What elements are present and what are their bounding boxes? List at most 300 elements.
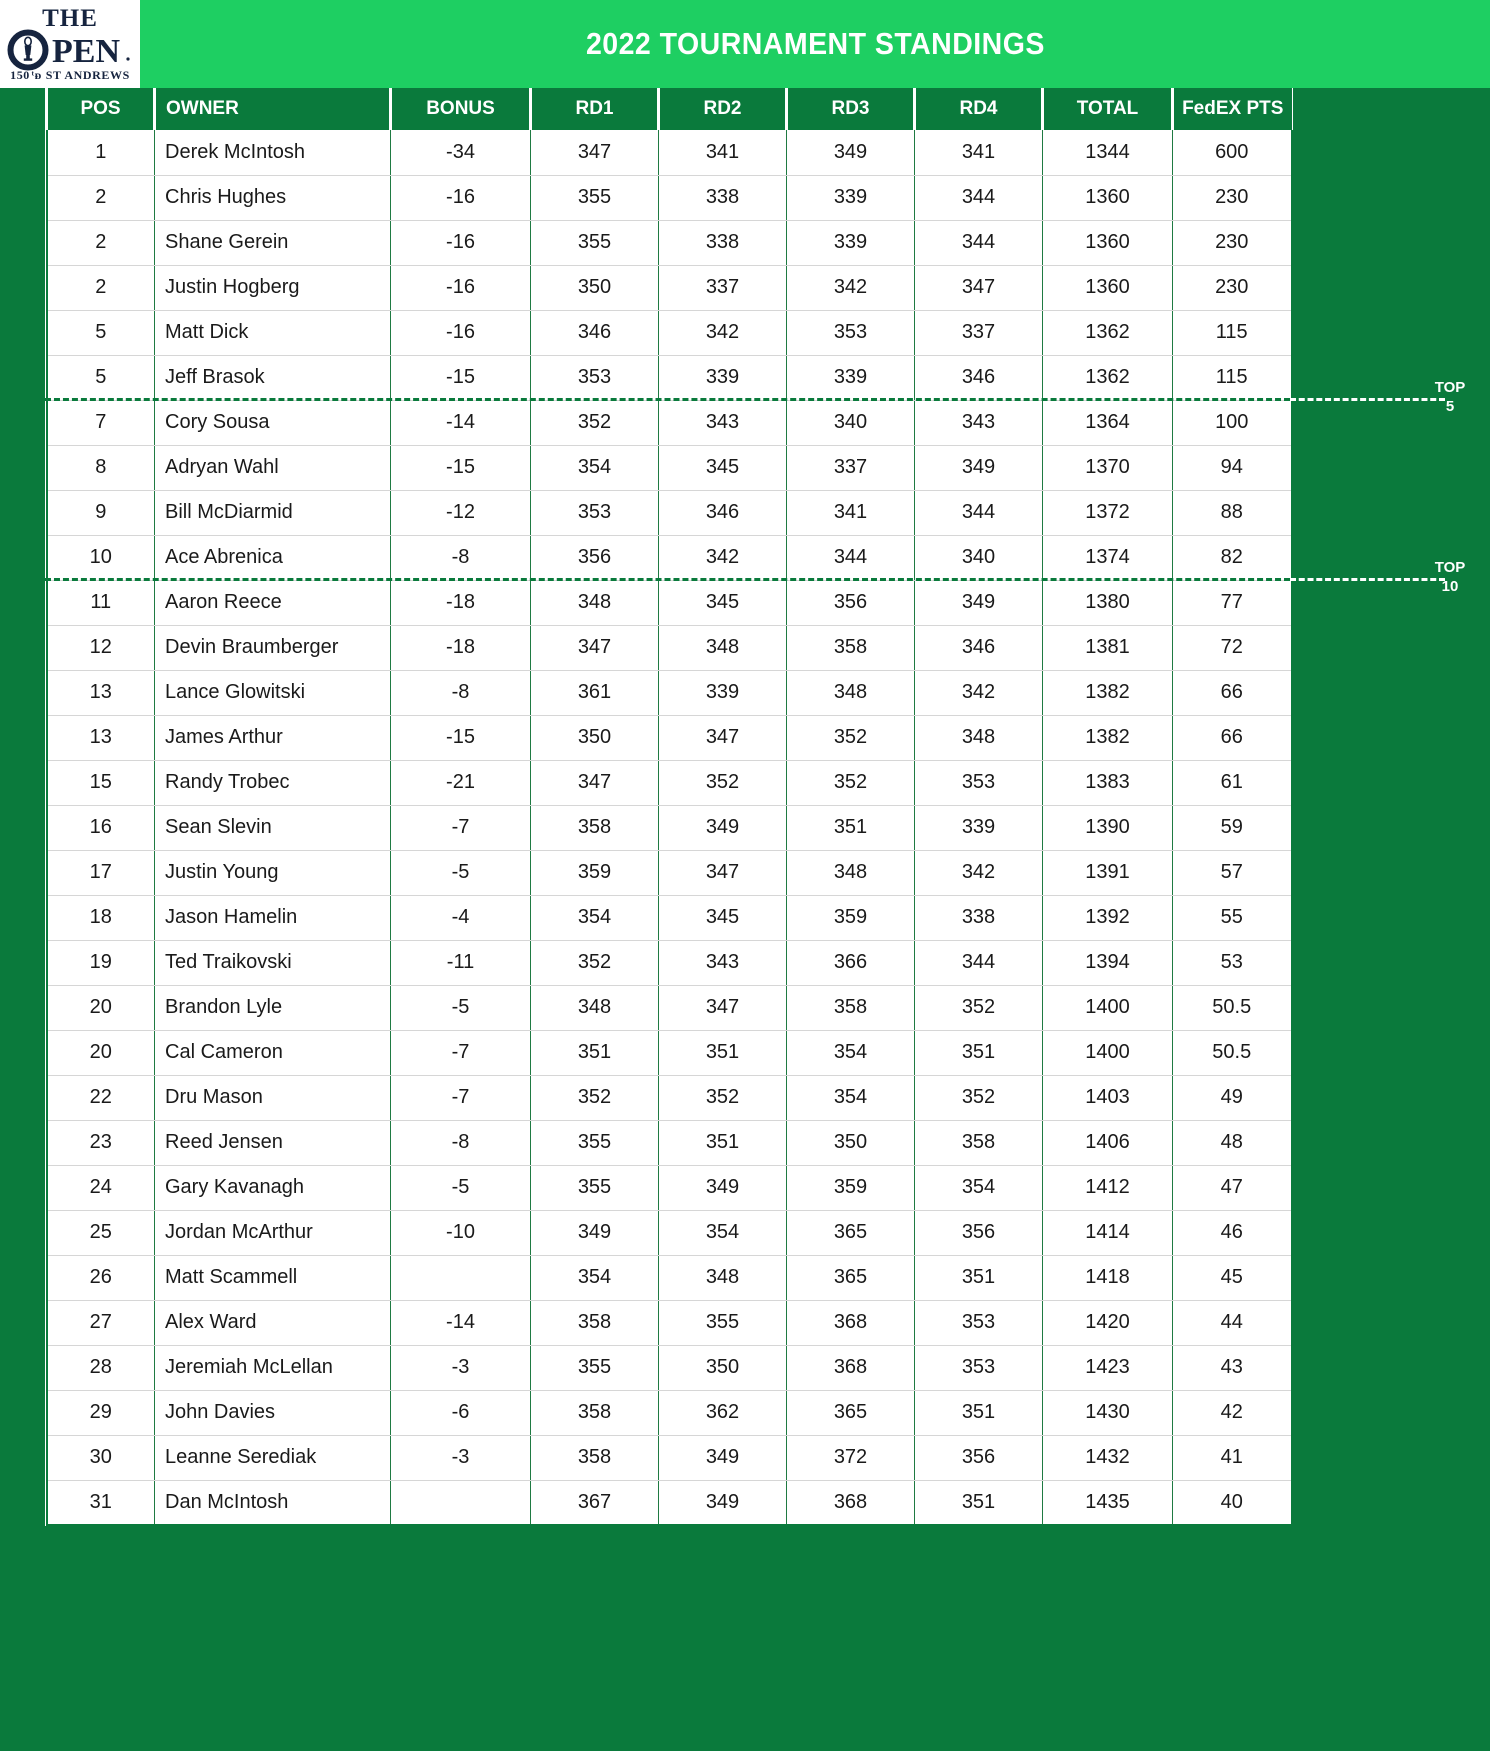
table-row[interactable] (47, 1075, 1292, 1120)
cell-rd3: 354 (787, 1030, 915, 1075)
cell-pos: 18 (47, 895, 155, 940)
cell-rd2: 349 (659, 1435, 787, 1480)
cell-bonus: -5 (391, 850, 531, 895)
cell-fedex: 59 (1173, 805, 1292, 850)
cell-rd2: 337 (659, 265, 787, 310)
column-header-rd1[interactable]: RD1 (531, 88, 659, 130)
cell-total: 1362 (1043, 355, 1173, 400)
cell-rd2: 347 (659, 715, 787, 760)
cell-rd2: 345 (659, 445, 787, 490)
cell-bonus: -16 (391, 220, 531, 265)
cell-rd3: 342 (787, 265, 915, 310)
cell-owner: Alex Ward (155, 1300, 391, 1345)
cell-rd1: 356 (531, 535, 659, 580)
cell-total: 1362 (1043, 310, 1173, 355)
cell-rd2: 338 (659, 220, 787, 265)
cell-rd1: 354 (531, 895, 659, 940)
cell-owner: Reed Jensen (155, 1120, 391, 1165)
cell-total: 1412 (1043, 1165, 1173, 1210)
cell-total: 1420 (1043, 1300, 1173, 1345)
cell-rd3: 368 (787, 1300, 915, 1345)
cell-owner: John Davies (155, 1390, 391, 1435)
svg-text:150 ᵗᴆ ST ANDREWS: 150 ᵗᴆ ST ANDREWS (10, 68, 130, 82)
cell-rd1: 350 (531, 715, 659, 760)
cell-owner: Justin Young (155, 850, 391, 895)
cell-bonus: -3 (391, 1345, 531, 1390)
cell-owner: Lance Glowitski (155, 670, 391, 715)
cell-rd3: 344 (787, 535, 915, 580)
cell-total: 1364 (1043, 400, 1173, 445)
table-row[interactable] (47, 1345, 1292, 1390)
cell-rd1: 358 (531, 805, 659, 850)
cell-fedex: 77 (1173, 580, 1292, 625)
cell-total: 1406 (1043, 1120, 1173, 1165)
cell-fedex: 66 (1173, 670, 1292, 715)
table-row[interactable] (47, 895, 1292, 940)
cell-pos: 8 (47, 445, 155, 490)
cell-rd4: 358 (915, 1120, 1043, 1165)
table-row[interactable] (47, 1165, 1292, 1210)
cell-rd2: 342 (659, 310, 787, 355)
top-10-label (1418, 558, 1482, 596)
cell-pos: 9 (47, 490, 155, 535)
cell-rd2: 352 (659, 760, 787, 805)
cell-bonus: -7 (391, 805, 531, 850)
column-header-owner[interactable]: OWNER (155, 88, 391, 130)
cell-pos: 30 (47, 1435, 155, 1480)
top-label-line1: TOP (1434, 379, 1466, 396)
cell-total: 1435 (1043, 1480, 1173, 1525)
cell-rd4: 351 (915, 1255, 1043, 1300)
cell-total: 1403 (1043, 1075, 1173, 1120)
cell-rd1: 347 (531, 625, 659, 670)
cell-total: 1394 (1043, 940, 1173, 985)
cell-pos: 12 (47, 625, 155, 670)
cell-bonus: -7 (391, 1075, 531, 1120)
column-header-fedex[interactable]: FedEX PTS (1173, 88, 1292, 130)
cell-rd3: 339 (787, 220, 915, 265)
table-row[interactable] (47, 1480, 1292, 1525)
table-row[interactable] (47, 1255, 1292, 1300)
cell-total: 1380 (1043, 580, 1173, 625)
cell-total: 1430 (1043, 1390, 1173, 1435)
cell-pos: 2 (47, 220, 155, 265)
table-row[interactable] (47, 1300, 1292, 1345)
cell-owner: Cal Cameron (155, 1030, 391, 1075)
table-row[interactable] (47, 850, 1292, 895)
table-row[interactable] (47, 220, 1292, 265)
cell-rd3: 339 (787, 355, 915, 400)
cell-bonus: -8 (391, 535, 531, 580)
top-5-label (1418, 378, 1482, 416)
cell-rd3: 365 (787, 1255, 915, 1300)
cell-total: 1382 (1043, 670, 1173, 715)
cell-pos: 24 (47, 1165, 155, 1210)
cell-rd2: 345 (659, 895, 787, 940)
cell-fedex: 48 (1173, 1120, 1292, 1165)
cell-fedex: 115 (1173, 355, 1292, 400)
cell-bonus: -5 (391, 985, 531, 1030)
table-header-row (47, 88, 1292, 130)
cell-bonus: -15 (391, 715, 531, 760)
cell-pos: 16 (47, 805, 155, 850)
cell-pos: 20 (47, 1030, 155, 1075)
cell-owner: Chris Hughes (155, 175, 391, 220)
cell-owner: Jeff Brasok (155, 355, 391, 400)
table-row[interactable] (47, 580, 1292, 625)
cell-owner: Cory Sousa (155, 400, 391, 445)
cell-fedex: 45 (1173, 1255, 1292, 1300)
cell-fedex: 600 (1173, 130, 1292, 175)
cell-rd3: 341 (787, 490, 915, 535)
cell-fedex: 230 (1173, 220, 1292, 265)
cell-bonus: -15 (391, 445, 531, 490)
column-header-bonus[interactable]: BONUS (391, 88, 531, 130)
cell-total: 1391 (1043, 850, 1173, 895)
cell-rd3: 365 (787, 1210, 915, 1255)
cell-rd2: 338 (659, 175, 787, 220)
cell-total: 1382 (1043, 715, 1173, 760)
cell-rd3: 359 (787, 1165, 915, 1210)
cell-rd4: 340 (915, 535, 1043, 580)
top-label-line1: TOP (1434, 559, 1466, 576)
table-row[interactable] (47, 445, 1292, 490)
cell-fedex: 94 (1173, 445, 1292, 490)
cell-rd3: 349 (787, 130, 915, 175)
cell-rd1: 361 (531, 670, 659, 715)
cell-bonus: -12 (391, 490, 531, 535)
cell-fedex: 46 (1173, 1210, 1292, 1255)
cell-owner: Leanne Serediak (155, 1435, 391, 1480)
cell-owner: Dru Mason (155, 1075, 391, 1120)
cell-fedex: 43 (1173, 1345, 1292, 1390)
cell-rd3: 366 (787, 940, 915, 985)
cell-total: 1360 (1043, 175, 1173, 220)
cell-pos: 19 (47, 940, 155, 985)
cell-rd1: 350 (531, 265, 659, 310)
cell-rd4: 337 (915, 310, 1043, 355)
cell-pos: 23 (47, 1120, 155, 1165)
cell-pos: 26 (47, 1255, 155, 1300)
cell-rd2: 351 (659, 1120, 787, 1165)
cell-bonus: -16 (391, 265, 531, 310)
cell-fedex: 82 (1173, 535, 1292, 580)
table-row[interactable] (47, 1435, 1292, 1480)
cell-total: 1383 (1043, 760, 1173, 805)
cell-fedex: 61 (1173, 760, 1292, 805)
cell-total: 1372 (1043, 490, 1173, 535)
cell-owner: Gary Kavanagh (155, 1165, 391, 1210)
cell-rd3: 353 (787, 310, 915, 355)
cell-rd3: 340 (787, 400, 915, 445)
the-open-logo (0, 0, 140, 88)
cell-total: 1418 (1043, 1255, 1173, 1300)
cell-rd2: 355 (659, 1300, 787, 1345)
table-row[interactable] (47, 400, 1292, 445)
table-row[interactable] (47, 490, 1292, 535)
cell-rd4: 349 (915, 445, 1043, 490)
cell-fedex: 115 (1173, 310, 1292, 355)
cell-fedex: 44 (1173, 1300, 1292, 1345)
cell-rd1: 348 (531, 985, 659, 1030)
cell-owner: Jason Hamelin (155, 895, 391, 940)
cell-rd4: 353 (915, 1345, 1043, 1390)
cell-bonus: -10 (391, 1210, 531, 1255)
cell-rd4: 346 (915, 625, 1043, 670)
table-row[interactable] (47, 265, 1292, 310)
table-row[interactable] (47, 1120, 1292, 1165)
cell-rd2: 339 (659, 670, 787, 715)
cell-rd4: 352 (915, 1075, 1043, 1120)
cell-rd4: 341 (915, 130, 1043, 175)
svg-text:THE: THE (42, 5, 98, 32)
cell-total: 1414 (1043, 1210, 1173, 1255)
cell-bonus (391, 1255, 531, 1300)
table-row[interactable] (47, 760, 1292, 805)
cell-rd1: 367 (531, 1480, 659, 1525)
cell-fedex: 47 (1173, 1165, 1292, 1210)
cell-rd2: 349 (659, 805, 787, 850)
cell-total: 1381 (1043, 625, 1173, 670)
cell-rd3: 368 (787, 1345, 915, 1390)
cell-rd4: 344 (915, 175, 1043, 220)
cell-fedex: 230 (1173, 175, 1292, 220)
cell-bonus: -18 (391, 580, 531, 625)
cell-total: 1390 (1043, 805, 1173, 850)
cell-rd4: 349 (915, 580, 1043, 625)
cell-rd1: 353 (531, 355, 659, 400)
cell-owner: Derek McIntosh (155, 130, 391, 175)
cell-pos: 13 (47, 715, 155, 760)
cell-bonus: -18 (391, 625, 531, 670)
table-row[interactable] (47, 625, 1292, 670)
cell-pos: 2 (47, 175, 155, 220)
cell-rd3: 365 (787, 1390, 915, 1435)
cell-total: 1423 (1043, 1345, 1173, 1390)
table-row[interactable] (47, 715, 1292, 760)
cell-total: 1344 (1043, 130, 1173, 175)
cell-rd4: 344 (915, 490, 1043, 535)
cell-pos: 20 (47, 985, 155, 1030)
cell-rd2: 349 (659, 1480, 787, 1525)
cell-total: 1360 (1043, 220, 1173, 265)
cell-pos: 25 (47, 1210, 155, 1255)
standings-table (45, 88, 1293, 1526)
cell-pos: 13 (47, 670, 155, 715)
cell-bonus (391, 1480, 531, 1525)
cell-owner: Dan McIntosh (155, 1480, 391, 1525)
table-row[interactable] (47, 130, 1292, 175)
cell-bonus: -15 (391, 355, 531, 400)
cell-rd3: 348 (787, 670, 915, 715)
cell-owner: Randy Trobec (155, 760, 391, 805)
cell-bonus: -8 (391, 1120, 531, 1165)
table-row[interactable] (47, 355, 1292, 400)
cell-pos: 1 (47, 130, 155, 175)
cell-fedex: 55 (1173, 895, 1292, 940)
cell-pos: 11 (47, 580, 155, 625)
cell-total: 1400 (1043, 1030, 1173, 1075)
standings-table-body (47, 130, 1292, 1525)
cell-pos: 27 (47, 1300, 155, 1345)
page-title: 2022 TOURNAMENT STANDINGS (585, 26, 1045, 61)
cell-owner: Jeremiah McLellan (155, 1345, 391, 1390)
cell-fedex: 72 (1173, 625, 1292, 670)
table-row[interactable] (47, 985, 1292, 1030)
cell-total: 1400 (1043, 985, 1173, 1030)
cell-owner: Aaron Reece (155, 580, 391, 625)
table-row[interactable] (47, 670, 1292, 715)
svg-text:PEN: PEN (52, 33, 120, 70)
cell-owner: Ted Traikovski (155, 940, 391, 985)
cell-rd3: 358 (787, 985, 915, 1030)
cell-rd4: 342 (915, 850, 1043, 895)
column-header-rd4[interactable]: RD4 (915, 88, 1043, 130)
cell-total: 1370 (1043, 445, 1173, 490)
cell-fedex: 41 (1173, 1435, 1292, 1480)
column-header-rd2[interactable]: RD2 (659, 88, 787, 130)
cell-bonus: -3 (391, 1435, 531, 1480)
cell-bonus: -5 (391, 1165, 531, 1210)
cell-bonus: -34 (391, 130, 531, 175)
cell-fedex: 57 (1173, 850, 1292, 895)
cell-owner: Brandon Lyle (155, 985, 391, 1030)
cell-rd3: 351 (787, 805, 915, 850)
cell-owner: James Arthur (155, 715, 391, 760)
cell-rd1: 347 (531, 760, 659, 805)
cell-owner: Devin Braumberger (155, 625, 391, 670)
cell-rd1: 354 (531, 445, 659, 490)
cell-rd1: 352 (531, 1075, 659, 1120)
cell-rd2: 339 (659, 355, 787, 400)
top-label-line2: 5 (1445, 398, 1455, 415)
cell-rd3: 350 (787, 1120, 915, 1165)
cell-rd4: 356 (915, 1435, 1043, 1480)
cell-total: 1360 (1043, 265, 1173, 310)
cell-rd2: 347 (659, 850, 787, 895)
cell-rd1: 346 (531, 310, 659, 355)
cell-bonus: -16 (391, 310, 531, 355)
cell-rd4: 348 (915, 715, 1043, 760)
cell-rd1: 355 (531, 220, 659, 265)
cell-rd3: 368 (787, 1480, 915, 1525)
cell-owner: Matt Scammell (155, 1255, 391, 1300)
cell-pos: 29 (47, 1390, 155, 1435)
top-label-line2: 10 (1441, 578, 1459, 595)
cell-rd4: 351 (915, 1390, 1043, 1435)
cell-rd4: 351 (915, 1480, 1043, 1525)
cell-pos: 10 (47, 535, 155, 580)
cell-owner: Jordan McArthur (155, 1210, 391, 1255)
cell-rd4: 344 (915, 220, 1043, 265)
cell-pos: 7 (47, 400, 155, 445)
cell-owner: Shane Gerein (155, 220, 391, 265)
cell-total: 1392 (1043, 895, 1173, 940)
cell-rd2: 350 (659, 1345, 787, 1390)
column-header-total[interactable]: TOTAL (1043, 88, 1173, 130)
cell-rd4: 343 (915, 400, 1043, 445)
table-row[interactable] (47, 940, 1292, 985)
cell-bonus: -8 (391, 670, 531, 715)
cell-bonus: -16 (391, 175, 531, 220)
table-row[interactable] (47, 175, 1292, 220)
cell-rd2: 347 (659, 985, 787, 1030)
banner-title-wrap (140, 0, 1490, 88)
cell-pos: 31 (47, 1480, 155, 1525)
cell-rd3: 354 (787, 1075, 915, 1120)
cell-rd2: 343 (659, 400, 787, 445)
table-row[interactable] (47, 310, 1292, 355)
cell-owner: Bill McDiarmid (155, 490, 391, 535)
cell-rd4: 344 (915, 940, 1043, 985)
cell-rd1: 359 (531, 850, 659, 895)
cell-fedex: 50.5 (1173, 985, 1292, 1030)
cell-rd3: 348 (787, 850, 915, 895)
cell-rd1: 355 (531, 1165, 659, 1210)
table-row[interactable] (47, 1030, 1292, 1075)
cell-rd4: 347 (915, 265, 1043, 310)
cell-rd4: 338 (915, 895, 1043, 940)
table-row[interactable] (47, 1210, 1292, 1255)
cell-bonus: -21 (391, 760, 531, 805)
cell-rd4: 353 (915, 1300, 1043, 1345)
column-header-pos[interactable]: POS (47, 88, 155, 130)
cell-rd2: 343 (659, 940, 787, 985)
cell-rd2: 362 (659, 1390, 787, 1435)
cell-rd1: 347 (531, 130, 659, 175)
cell-bonus: -14 (391, 400, 531, 445)
cell-rd3: 339 (787, 175, 915, 220)
cell-rd4: 342 (915, 670, 1043, 715)
cell-rd1: 358 (531, 1300, 659, 1345)
cell-bonus: -6 (391, 1390, 531, 1435)
table-row[interactable] (47, 1390, 1292, 1435)
page-banner (0, 0, 1490, 88)
cell-fedex: 230 (1173, 265, 1292, 310)
cell-rd1: 355 (531, 1120, 659, 1165)
standings-table-area (0, 88, 1490, 1526)
cell-fedex: 100 (1173, 400, 1292, 445)
cell-rd1: 348 (531, 580, 659, 625)
cell-rd1: 351 (531, 1030, 659, 1075)
cell-rd4: 346 (915, 355, 1043, 400)
column-header-rd3[interactable]: RD3 (787, 88, 915, 130)
cell-rd3: 356 (787, 580, 915, 625)
cell-pos: 28 (47, 1345, 155, 1390)
cell-rd2: 348 (659, 1255, 787, 1300)
cell-bonus: -7 (391, 1030, 531, 1075)
cell-rd2: 345 (659, 580, 787, 625)
cell-bonus: -11 (391, 940, 531, 985)
cell-rd1: 352 (531, 400, 659, 445)
cell-rd1: 352 (531, 940, 659, 985)
cell-rd2: 351 (659, 1030, 787, 1075)
cell-pos: 17 (47, 850, 155, 895)
cell-fedex: 49 (1173, 1075, 1292, 1120)
cell-rd1: 355 (531, 175, 659, 220)
cell-owner: Justin Hogberg (155, 265, 391, 310)
cell-fedex: 53 (1173, 940, 1292, 985)
cell-total: 1374 (1043, 535, 1173, 580)
cell-rd2: 346 (659, 490, 787, 535)
cell-owner: Ace Abrenica (155, 535, 391, 580)
table-row[interactable] (47, 535, 1292, 580)
table-row[interactable] (47, 805, 1292, 850)
cell-rd2: 349 (659, 1165, 787, 1210)
cell-pos: 5 (47, 355, 155, 400)
cell-pos: 22 (47, 1075, 155, 1120)
cell-rd4: 354 (915, 1165, 1043, 1210)
